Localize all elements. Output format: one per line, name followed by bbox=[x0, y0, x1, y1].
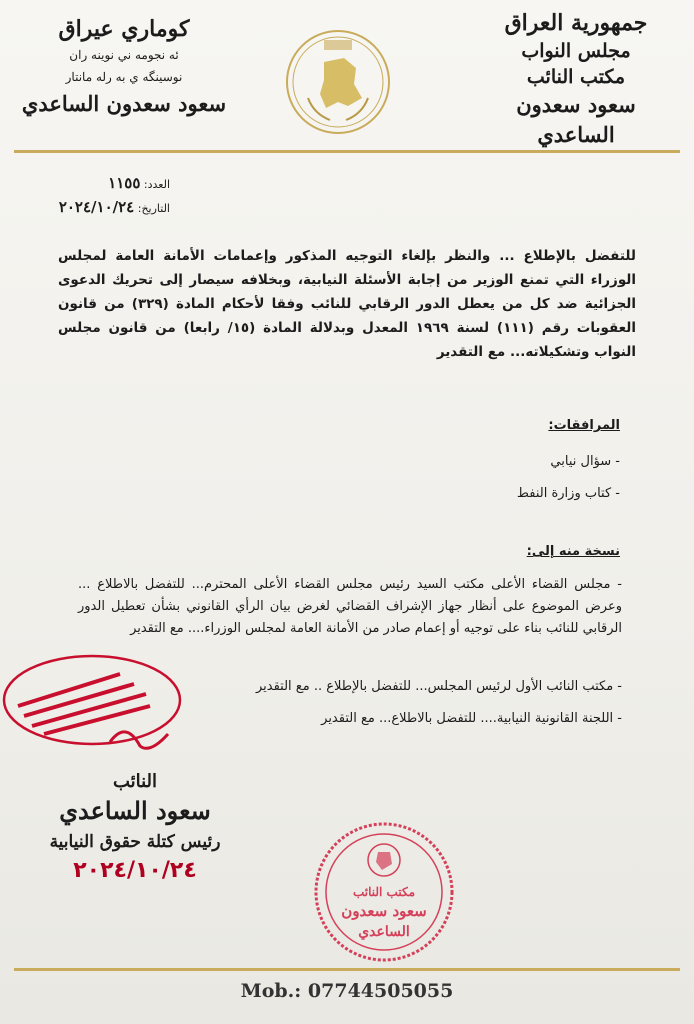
header-country: جمهورية العراق bbox=[504, 10, 648, 36]
reference-number-label: العدد: bbox=[143, 178, 170, 191]
header-council: مجلس النواب bbox=[521, 40, 631, 62]
attachments-title: المرافقات: bbox=[548, 418, 620, 433]
header-mp-name-kurdish: سعود سعدون الساعدي bbox=[21, 91, 227, 116]
header-kurdish bbox=[14, 14, 234, 120]
reference-date bbox=[10, 196, 170, 220]
signature-name: سعود الساعدي bbox=[59, 796, 211, 825]
body-paragraph: للتفضل بالإطلاع ... والنظر بإلغاء التوجيه المذكور وإعمامات الأمانة العامة لمجلس الوزراء التي تمنع الوزير من إجابة الأسئلة النيابية، وبخلافه سيصار إلى تحريك الدعوى الجزائية ضد كل من يعطل الدور الرقابي للنائب وفقا لأحكام المادة (٣٢٩) من قانون العقوبات رقم (١١١) لسنة ١٩٦٩ المعدل وبدلالة المادة (١٥/ رابعا) من قانون مجلس النواب وتشكيلاته... مع التقدير bbox=[58, 248, 636, 360]
attachment-item: - كتاب وزارة النفط bbox=[516, 486, 620, 501]
header-office-kurdish: نوسينگه ي به رله مانتار bbox=[65, 70, 183, 84]
signature-date: ٢٠٢٤/١٠/٢٤ bbox=[73, 858, 197, 883]
signature-block bbox=[20, 770, 250, 886]
header-country-kurdish: كوماري عيراق bbox=[58, 16, 190, 42]
reference-number bbox=[10, 172, 170, 196]
stamp-line-1: مكتب النائب bbox=[352, 885, 416, 899]
handwritten-signature-icon bbox=[0, 650, 190, 760]
footer-mobile: Mob.: 07744505055 bbox=[240, 980, 454, 1002]
stamp-line-2: سعود سعدون bbox=[341, 902, 427, 920]
copy-item: - اللجنة القانونية النيابية.... للتفضل بالاطلاع... مع التقدير bbox=[321, 711, 622, 726]
copy-item: - مكتب النائب الأول لرئيس المجلس... للتفضل بالإطلاع .. مع التقدير bbox=[255, 679, 622, 694]
reference-date-label: التاريخ: bbox=[137, 202, 170, 215]
signature-title: النائب bbox=[112, 771, 158, 792]
signature-role: رئيس كتلة حقوق النيابية bbox=[49, 832, 221, 852]
header-divider bbox=[14, 150, 680, 153]
header-arabic bbox=[476, 8, 676, 150]
header-mp-name: سعود سعدون الساعدي bbox=[516, 92, 636, 147]
header-office: مكتب النائب bbox=[526, 66, 626, 88]
parliament-emblem-icon bbox=[284, 28, 392, 136]
header-council-kurdish: ئه نجومه ني نوينه ران bbox=[69, 48, 179, 62]
footer-divider bbox=[14, 968, 680, 971]
stamp-line-3: الساعدي bbox=[358, 924, 410, 940]
reference-block bbox=[10, 172, 170, 220]
copies-title: نسخة منه إلى: bbox=[526, 544, 620, 559]
reference-date-value: ٢٠٢٤/١٠/٢٤ bbox=[58, 198, 135, 216]
reference-number-value: ١١٥٥ bbox=[108, 174, 141, 192]
attachment-item: - سؤال نيابي bbox=[550, 454, 620, 469]
office-stamp-icon bbox=[312, 820, 456, 964]
copy-item: - مجلس القضاء الأعلى مكتب السيد رئيس مجلس القضاء الأعلى المحترم... للتفضل بالاطلاع ... وعرض الموضوع على أنظار جهاز الإشراف القضائي لغرض بيان الرأي القانوني بشأن تعطيل الدور الرقابي للنائب بناء على توجيه أو إعمام صادر من الأمانة العامة لمجلس الوزراء.... مع التقدير bbox=[78, 577, 622, 636]
